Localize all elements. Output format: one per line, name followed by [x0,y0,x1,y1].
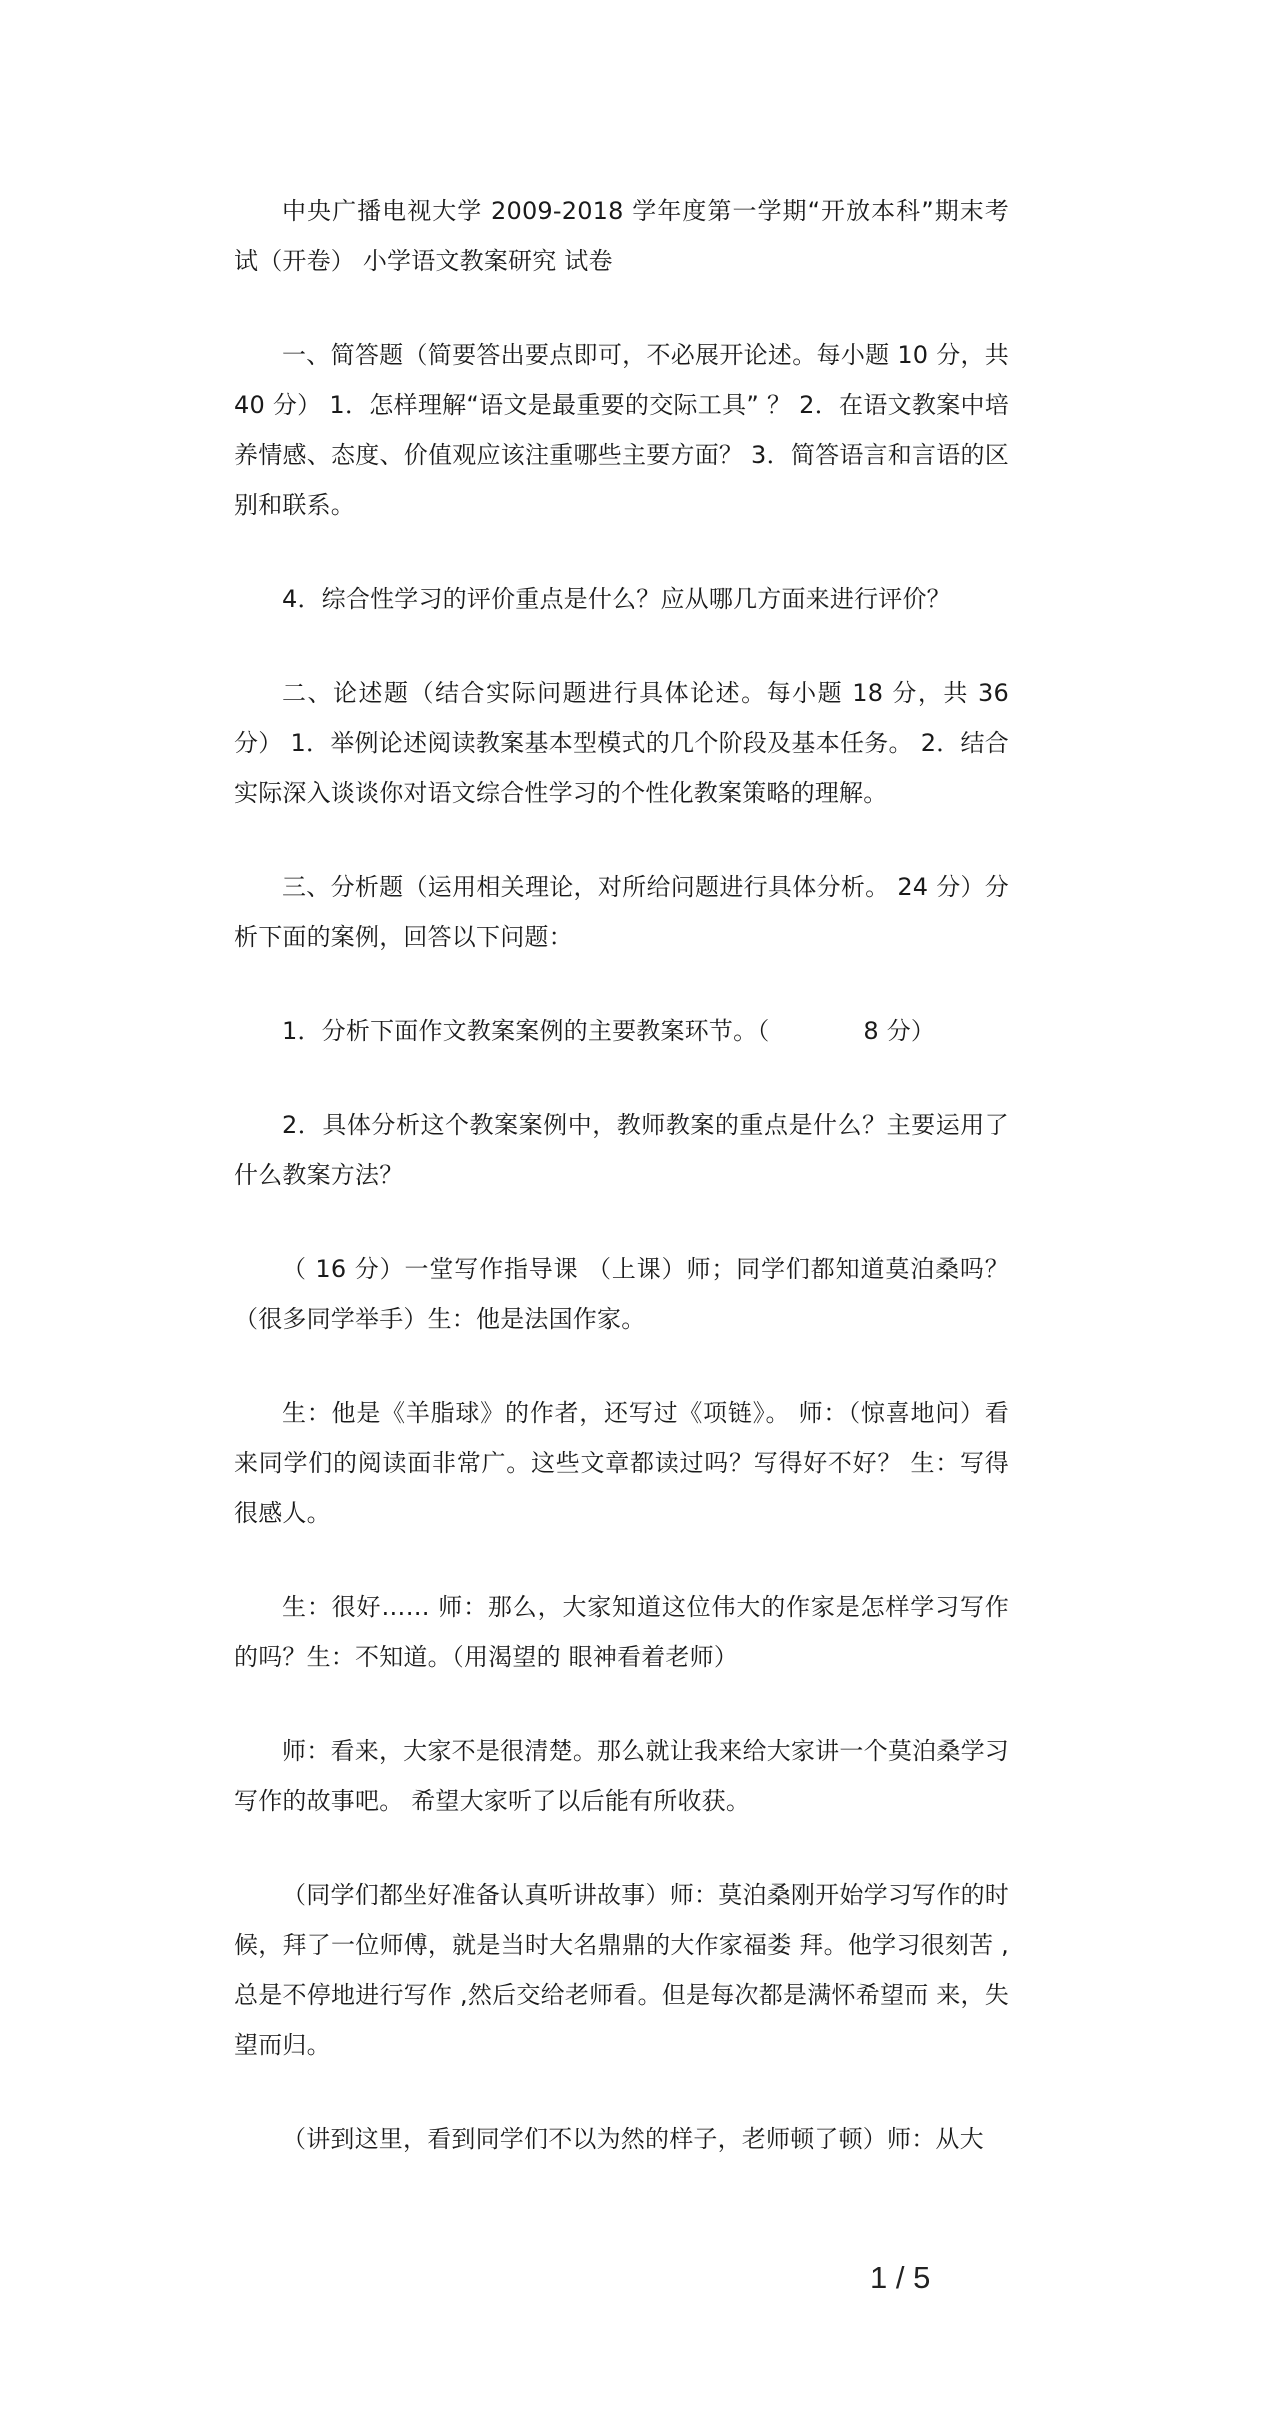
case-paragraph: （讲到这里，看到同学们不以为然的样子，老师顿了顿）师：从大 [282,2125,984,2153]
question-4: 4．综合性学习的评价重点是什么？应从哪几方面来进行评价？ [282,585,951,613]
analysis-question-2: 2．具体分析这个教案案例中，教师教案的重点是什么？主要运用了什么教案方法？ [234,1111,1009,1189]
page-number: 1 / 5 [870,2260,931,2295]
document-body [234,186,1009,2208]
case-paragraph: 生：很好…… 师：那么，大家知道这位伟大的作家是怎样学习写作的吗？生：不知道。（用渴望的 眼神看着老师） [234,1593,1009,1671]
case-paragraph: （ 16 分）一堂写作指导课 （上课）师；同学们都知道莫泊桑吗？（很多同学举手）生：他是法国作家。 [234,1255,1009,1333]
section-essay: 二、论述题（结合实际问题进行具体论述。每小题 18 分，共 36 分） 1．举例论述阅读教案基本型模式的几个阶段及基本任务。 2．结合实际深入谈谈你对语文综合性学习的个性化教案策略的理解。 [234,679,1009,807]
case-paragraph: 生：他是《羊脂球》的作者，还写过《项链》。 师：（惊喜地问）看来同学们的阅读面非常广。这些文章都读过吗？写得好不好？ 生：写得很感人。 [234,1399,1009,1527]
section-short-answer: 一、简答题（简要答出要点即可，不必展开论述。每小题 10 分，共 40 分） 1．怎样理解“语文是最重要的交际工具” ？ 2．在语文教案中培养情感、态度、价值观应该注重哪些主要方面？ 3．简答语言和言语的区别和联系。 [234,341,1009,519]
exam-title: 中央广播电视大学 2009-2018 学年度第一学期“开放本科”期末考试（开卷） 小学语文教案研究 试卷 [234,197,1009,275]
section-analysis: 三、分析题（运用相关理论，对所给问题进行具体分析。 24 分）分析下面的案例，回答以下问题： [234,873,1009,951]
case-paragraph: （同学们都坐好准备认真听讲故事）师：莫泊桑刚开始学习写作的时候，拜了一位师傅，就是当时大名鼎鼎的大作家福娄 拜。他学习很刻苦 ,总是不停地进行写作 ,然后交给老师看。但是每次都是满怀希望而 来，失望而归。 [234,1881,1009,2059]
case-paragraph: 师：看来，大家不是很清楚。那么就让我来给大家讲一个莫泊桑学习写作的故事吧。 希望大家听了以后能有所收获。 [234,1737,1009,1815]
analysis-question-1: 1．分析下面作文教案案例的主要教案环节。（ 8 分） [282,1017,936,1045]
